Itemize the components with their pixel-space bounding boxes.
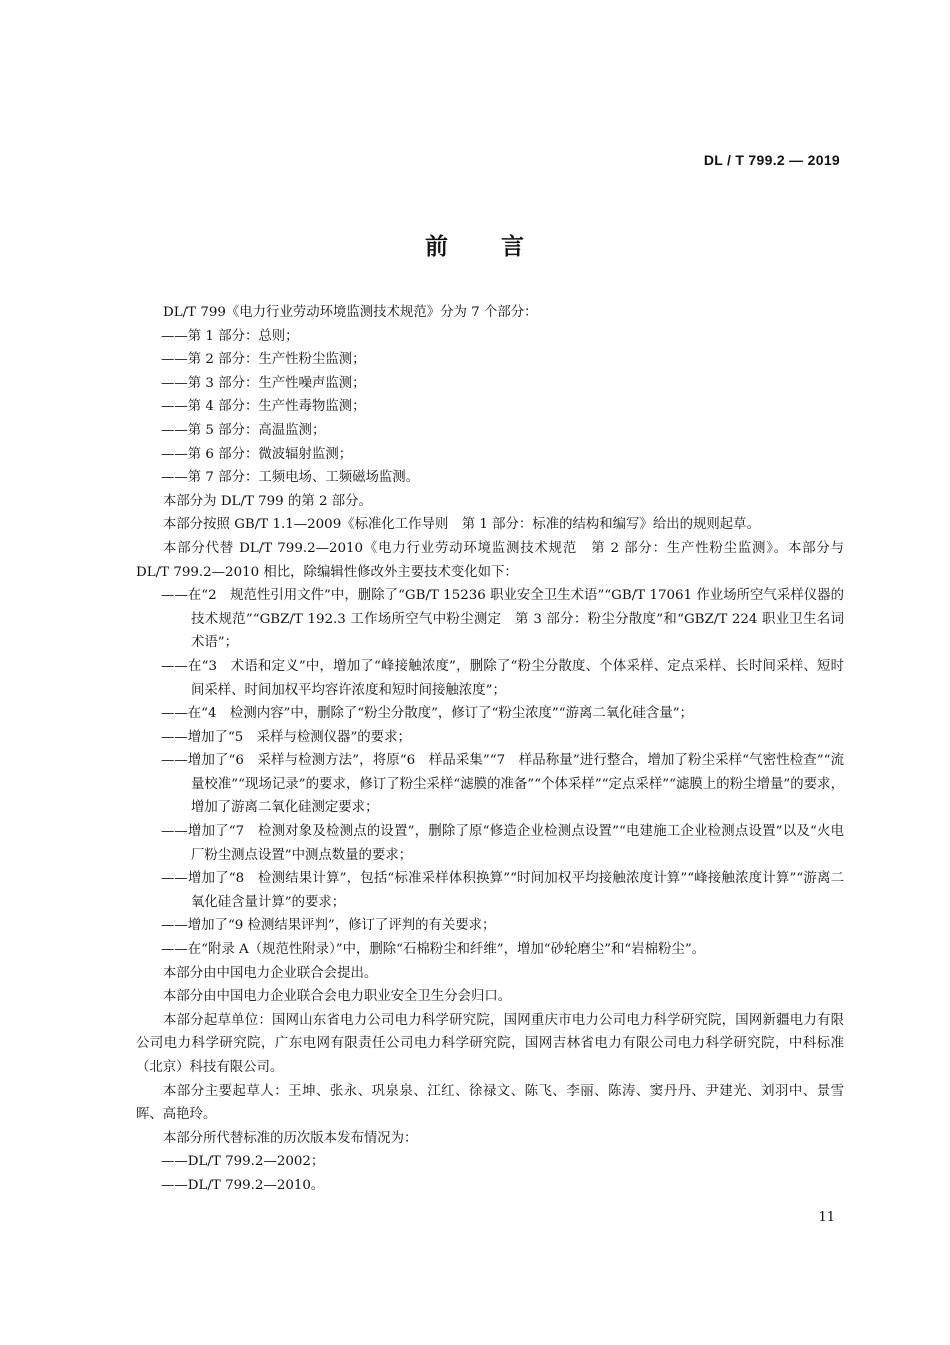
paragraph-drafting-rules: 本部分按照 GB/T 1.1—2009《标准化工作导则 第 1 部分：标准的结构和编写》给出的规则起草。 — [163, 517, 760, 533]
list-item-part-1: ——第 1 部分：总则； — [161, 328, 299, 344]
list-item-part-2: ——第 2 部分：生产性粉尘监测； — [161, 352, 366, 368]
change-item: ——在“3 术语和定义”中，增加了“峰接触浓度”，删除了“粉尘分散度、个体采样、定点采样、长时间采样、短时间采样、时间加权平均容许浓度和短时间接触浓度”； — [161, 658, 844, 698]
list-item-part-7: ——第 7 部分：工频电场、工频磁场监测。 — [161, 470, 420, 486]
change-item: ——增加了“9 检测结果评判”，修订了评判的有关要求； — [161, 918, 496, 934]
list-item-part-5: ——第 5 部分：高温监测； — [161, 422, 326, 438]
change-item: ——增加了“5 采样与检测仪器”的要求； — [161, 729, 411, 745]
paragraph-history-intro: 本部分所代替标准的历次版本发布情况为： — [163, 1130, 418, 1146]
change-item: ——增加了“8 检测结果计算”，包括“标准采样体积换算”“时间加权平均接触浓度计算”“峰接触浓度计算”“游离二氧化硅含量计算”的要求； — [161, 871, 844, 910]
change-item: ——增加了“6 采样与检测方法”，将原“6 样品采集”“7 样品称量”进行整合，增加了粉尘采样“气密性检查”“流量校准”“现场记录”的要求，修订了粉尘采样“滤膜的准备”“个体采样”“定点采样”“滤膜上的粉尘增量”的要求，增加了游离二氧化硅测定要求； — [161, 753, 844, 816]
foreword-body — [136, 301, 844, 1198]
paragraph-replaces: 本部分代替 DL/T 799.2—2010《电力行业劳动环境监测技术规范 第 2 部分：生产性粉尘监测》。本部分与 DL/T 799.2—2010 相比，除编辑性修改外主要技术变化如下： — [136, 540, 844, 580]
page-number: 11 — [818, 1210, 835, 1225]
title-char-2: 言 — [501, 234, 525, 260]
page-title — [0, 228, 950, 261]
history-item: ——DL/T 799.2—2010。 — [161, 1177, 325, 1193]
paragraph-part-statement: 本部分为 DL/T 799 的第 2 部分。 — [163, 493, 372, 509]
change-item: ——在“2 规范性引用文件”中，删除了“GB/T 15236 职业安全卫生术语”“GB/T 17061 作业场所空气采样仪器的技术规范”“GBZ/T 192.3 工作场所空气中粉尘测定 第 3 部分：粉尘分散度”和“GBZ/T 224 职业卫生名词术语”； — [161, 588, 844, 651]
paragraph-intro: DL/T 799《电力行业劳动环境监测技术规范》分为 7 个部分： — [163, 305, 538, 320]
change-item: ——增加了“7 检测对象及检测点的设置”，删除了原“修造企业检测点设置”“电建施工企业检测点设置”以及“火电厂粉尘测点设置”中测点数量的要求； — [161, 824, 844, 863]
paragraph-administered-by: 本部分由中国电力企业联合会电力职业安全卫生分会归口。 — [163, 989, 512, 1005]
title-char-1: 前 — [425, 234, 449, 260]
standard-code: DL / T 799.2 — 2019 — [703, 152, 840, 168]
list-item-part-4: ——第 4 部分：生产性毒物监测； — [161, 399, 366, 415]
paragraph-drafters: 本部分主要起草人：王坤、张永、巩泉泉、江红、徐禄文、陈飞、李丽、陈涛、窦丹丹、尹建光、刘羽中、景雪晖、高艳玲。 — [136, 1083, 844, 1123]
change-item: ——在“4 检测内容”中，删除了“粉尘分散度”，修订了“粉尘浓度”“游离二氧化硅含量”； — [161, 706, 693, 722]
list-item-part-6: ——第 6 部分：微波辐射监测； — [161, 446, 353, 462]
history-item: ——DL/T 799.2—2002； — [161, 1154, 325, 1170]
list-item-part-3: ——第 3 部分：生产性噪声监测； — [161, 375, 366, 391]
change-item: ——在“附录 A（规范性附录）”中，删除“石棉粉尘和纤维”，增加“砂轮磨尘”和“岩棉粉尘”。 — [161, 942, 706, 958]
paragraph-drafting-units: 本部分起草单位：国网山东省电力公司电力科学研究院，国网重庆市电力公司电力科学研究院，国网新疆电力有限公司电力科学研究院，广东电网有限责任公司电力科学研究院，国网吉林省电力有限公司电力科学研究院，中科标准（北京）科技有限公司。 — [136, 1012, 844, 1075]
paragraph-proposed-by: 本部分由中国电力企业联合会提出。 — [163, 965, 378, 981]
